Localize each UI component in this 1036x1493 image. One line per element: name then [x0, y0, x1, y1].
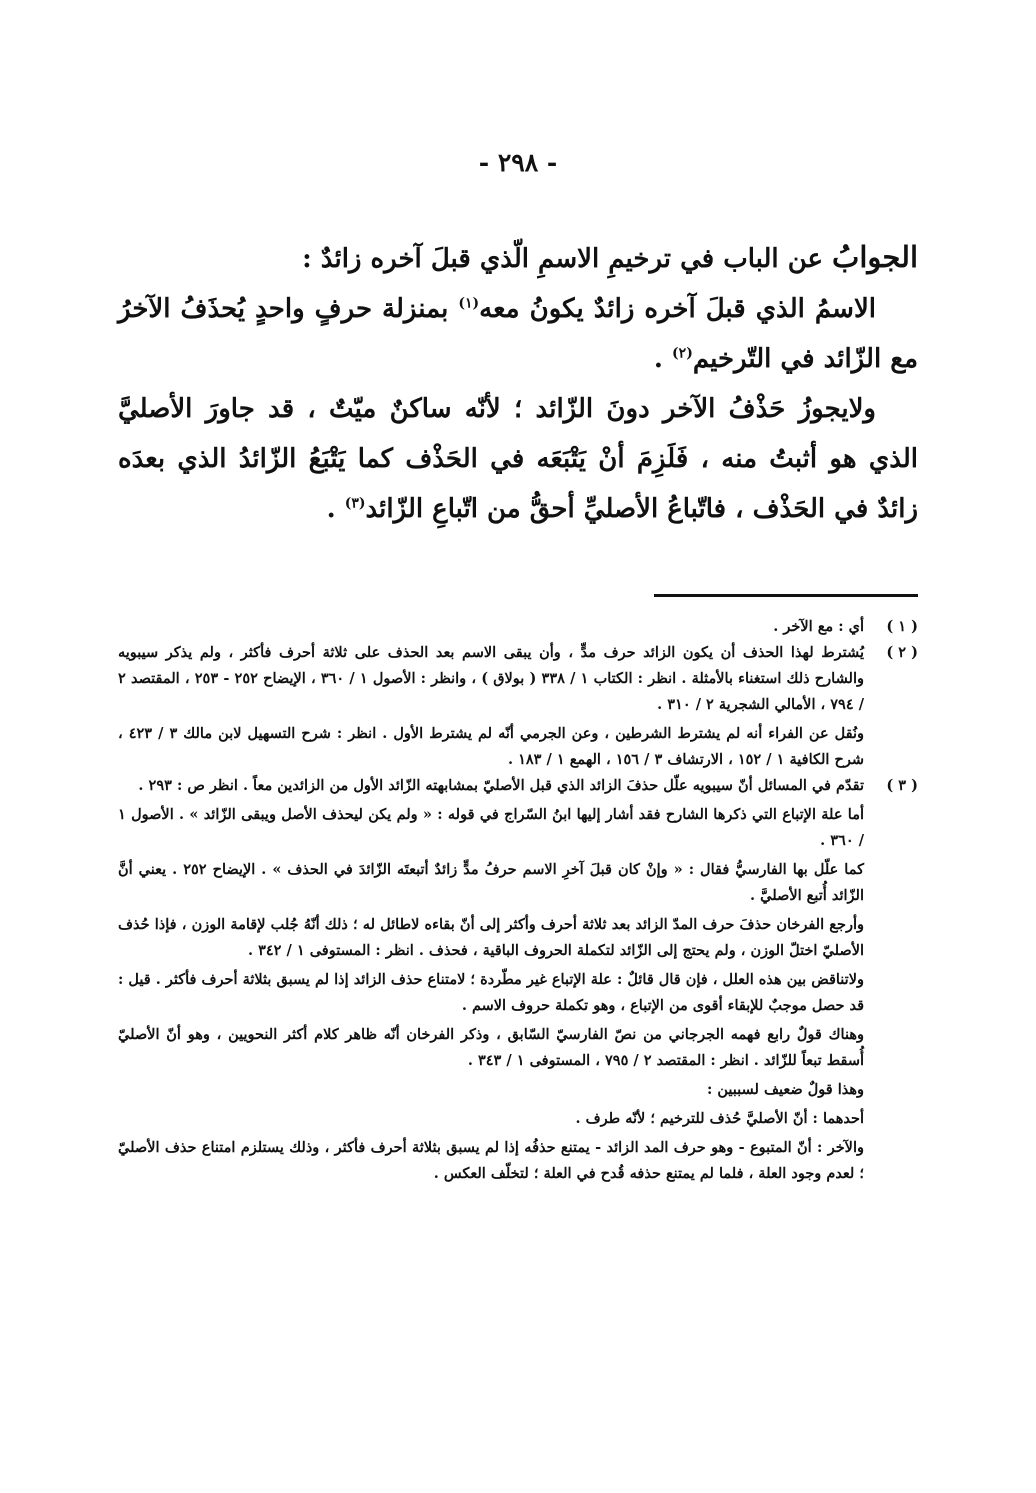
footnote-paragraph: والآخر : أنّ المتبوع - وهو حرف المد الزائد - يمتنع حذفُه إذا لم يسبق بثلاثة أحرف فأكثر ، وذلك يستلزم امتناع حذف الأصليّ ؛ لعدم وجود العلة ، فلما لم يمتنع حذفه قُدح في العلة ؛ لتخلّف العكس . — [118, 1139, 864, 1182]
footnote-ref-2: (٢) — [672, 345, 693, 362]
footnote-body — [118, 773, 864, 1187]
footnote-2 — [118, 640, 918, 773]
footnote-body — [118, 640, 864, 773]
paragraph-2-part-b: . — [326, 494, 345, 524]
paragraph-1-part-c: . — [653, 344, 673, 374]
footnote-1 — [118, 614, 918, 640]
footnotes — [118, 614, 918, 1187]
footnote-paragraph: تقدّم في المسائل أنّ سيبويه علّل حذفَ الزائد الذي قبل الأصليّ بمشابهته الزّائد الأول من الزائدين معاً . انظر ص : ٢٩٣ . — [138, 777, 864, 794]
footnote-number: ( ٣ ) — [886, 777, 918, 794]
footnote-paragraph: أما علة الإتباع التي ذكرها الشارح فقد أشار إليها ابنُ السّراج في قوله : « ولم يكن ليحذف الأصل ويبقى الزّائد » . الأصول ١ / ٣٦٠ . — [118, 806, 864, 849]
paragraph-2 — [118, 384, 918, 534]
footnote-paragraph: ولاتناقض بين هذه العلل ، فإن قال قائلٌ : علة الإتباع غير مطّردة ؛ لامتناع حذف الزائد إذا لم يسبق بثلاثة أحرف فأكثر . قيل : قد حصل موجبٌ للإبقاء أقوى من الإتباع ، وهو تكملة حروف الاسم . — [118, 971, 864, 1014]
footnote-paragraph: كما علّل بها الفارسيُّ فقال : « وإنْ كان قبلَ آخرِ الاسم حرفُ مدٍّ زائدٌ أتبعتَه الزّائدَ في الحذف » . الإيضاح ٢٥٢ . يعني أنَّ الزّائد أُتبع الأصليَّ . — [118, 861, 864, 904]
paragraph-1-part-b: بمنزلة حرفٍ واحدٍ يُحذَفُ الآخرُ مع الزّائد في التّرخيم — [118, 294, 918, 374]
footnote-paragraph: وهذا قولٌ ضعيف لسببين : — [706, 1081, 864, 1098]
footnote-paragraph: وهناك قولٌ رابع فهمه الجرجاني من نصّ الفارسيّ السّابق ، وذكر الفرخان أنّه ظاهر كلام أكثر النحويين ، وهو أنّ الأصليّ أُسقط تبعاً للزّائد . انظر : المقتصد ٢ / ٧٩٥ ، المستوفى ١ / ٣٤٣ . — [118, 1026, 864, 1069]
footnote-number: ( ١ ) — [886, 618, 918, 635]
answer-heading — [118, 232, 918, 284]
footnote-ref-3: (٣) — [344, 495, 366, 512]
footnote-3 — [118, 773, 918, 1187]
paragraph-2-part-a: ولايجوزُ حَذْفُ الآخر دونَ الزّائد ؛ لأنّه ساكنٌ ميّتٌ ، قد جاورَ الأصليَّ الذي هو أثبتُ منه ، فَلَزِمَ أنْ يَتْبَعَه في الحَذْف كما يَتْبَعُ الزّائدُ الذي بعدَه زائدٌ في الحَذْف ، فاتّباعُ الأصليِّ أحقُّ من اتّباعِ الزّائد — [118, 394, 918, 524]
footnote-number: ( ٢ ) — [886, 644, 918, 661]
footnote-paragraph: أحدهما : أنّ الأصليَّ حُذف للترخيم ؛ لأنّه طرف . — [575, 1110, 864, 1127]
footnote-paragraph: أي : مع الآخر . — [773, 618, 864, 635]
paragraph-1-part-a: الاسمُ الذي قبلَ آخره زائدٌ يكونُ معه — [479, 294, 876, 324]
page-number: - ٢٩٨ - — [478, 148, 558, 177]
footnote-separator — [654, 594, 918, 597]
footnote-paragraph: يُشترط لهذا الحذف أن يكون الزائد حرف مدٍّ ، وأن يبقى الاسم بعد الحذف على ثلاثة أحرف فأكثر ، ولم يذكر سيبويه والشارح ذلك استغناء بالأمثلة . انظر : الكتاب ١ / ٣٣٨ ( بولاق ) ، وانظر : الأصول ١ / ٣٦٠ ، الإيضاح ٢٥٢ - ٢٥٣ ، المقتصد ٢ / ٧٩٤ ، الأمالي الشجرية ٢ / ٣١٠ . — [118, 644, 864, 713]
answer-heading-text: عن الباب في ترخيمِ الاسمِ الّذي قبلَ آخره زائدٌ : — [302, 244, 833, 274]
paragraph-1 — [118, 284, 918, 384]
footnote-ref-1: (١) — [458, 295, 480, 312]
main-text — [118, 232, 918, 534]
footnote-paragraph: ونُقل عن الفراء أنه لم يشترط الشرطين ، وعن الجرمي أنّه لم يشترط الأول . انظر : شرح التسهيل لابن مالك ٣ / ٤٢٣ ، شرح الكافية ١ / ١٥٢ ، الارتشاف ٣ / ١٥٦ ، الهمع ١ / ١٨٣ . — [118, 725, 864, 768]
footnote-body — [118, 614, 864, 640]
answer-heading-lead: الجوابُ — [832, 240, 918, 274]
footnote-paragraph: وأرجع الفرخان حذفَ حرف المدّ الزائد بعد ثلاثة أحرف وأكثر إلى أنّ بقاءه لاطائل له ؛ ذلك أنّهُ جُلب لإقامة الوزن ، فإذا حُذف الأصليّ اختلّ الوزن ، ولم يحتج إلى الزّائد لتكملة الحروف الباقية ، فحذف . انظر : المستوفى ١ / ٣٤٢ . — [118, 916, 864, 959]
